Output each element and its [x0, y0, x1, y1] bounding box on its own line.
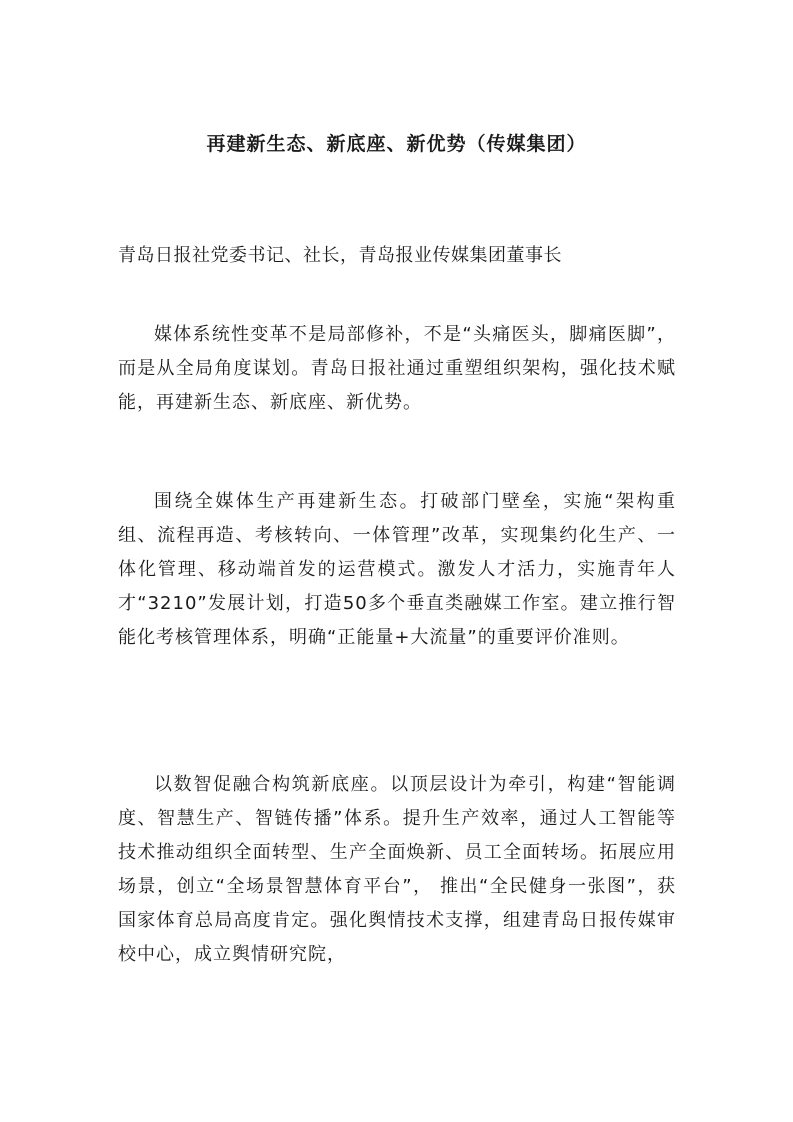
document-title: 再建新生态、新底座、新优势（传媒集团） [206, 133, 587, 155]
body-paragraph-2-block [118, 485, 676, 689]
author-line: 青岛日报社党委书记、社长，青岛报业传媒集团董事长 [118, 245, 562, 266]
body-paragraph-1-block [118, 318, 676, 454]
body-paragraph-3-block [118, 768, 676, 1006]
body-paragraph: 以数智促融合构筑新底座。以顶层设计为牵引，构建“智能调度、智慧生产、智链传播”体系。提升生产效率，通过人工智能等技术推动组织全面转型、生产全面焕新、员工全面转场。拓展应用场景，创立“全场景智慧体育平台”， 推出“全民健身一张图”，获国家体育总局高度肯定。强化舆情技术支撑，组建青岛日报传媒审校中心，成立舆情研究院， [118, 774, 676, 965]
body-paragraph: 围绕全媒体生产再建新生态。打破部门壁垒，实施“架构重组、流程再造、考核转向、一体管理”改革，实现集约化生产、一体化管理、移动端首发的运营模式。激发人才活力，实施青年人才“3210”发展计划，打造50多个垂直类融媒工作室。建立推行智能化考核管理体系，明确“正能量+大流量”的重要评价准则。 [118, 491, 676, 648]
body-paragraph: 媒体系统性变革不是局部修补，不是“头痛医头，脚痛医脚”，而是从全局角度谋划。青岛日报社通过重塑组织架构，强化技术赋能，再建新生态、新底座、新优势。 [118, 324, 676, 413]
